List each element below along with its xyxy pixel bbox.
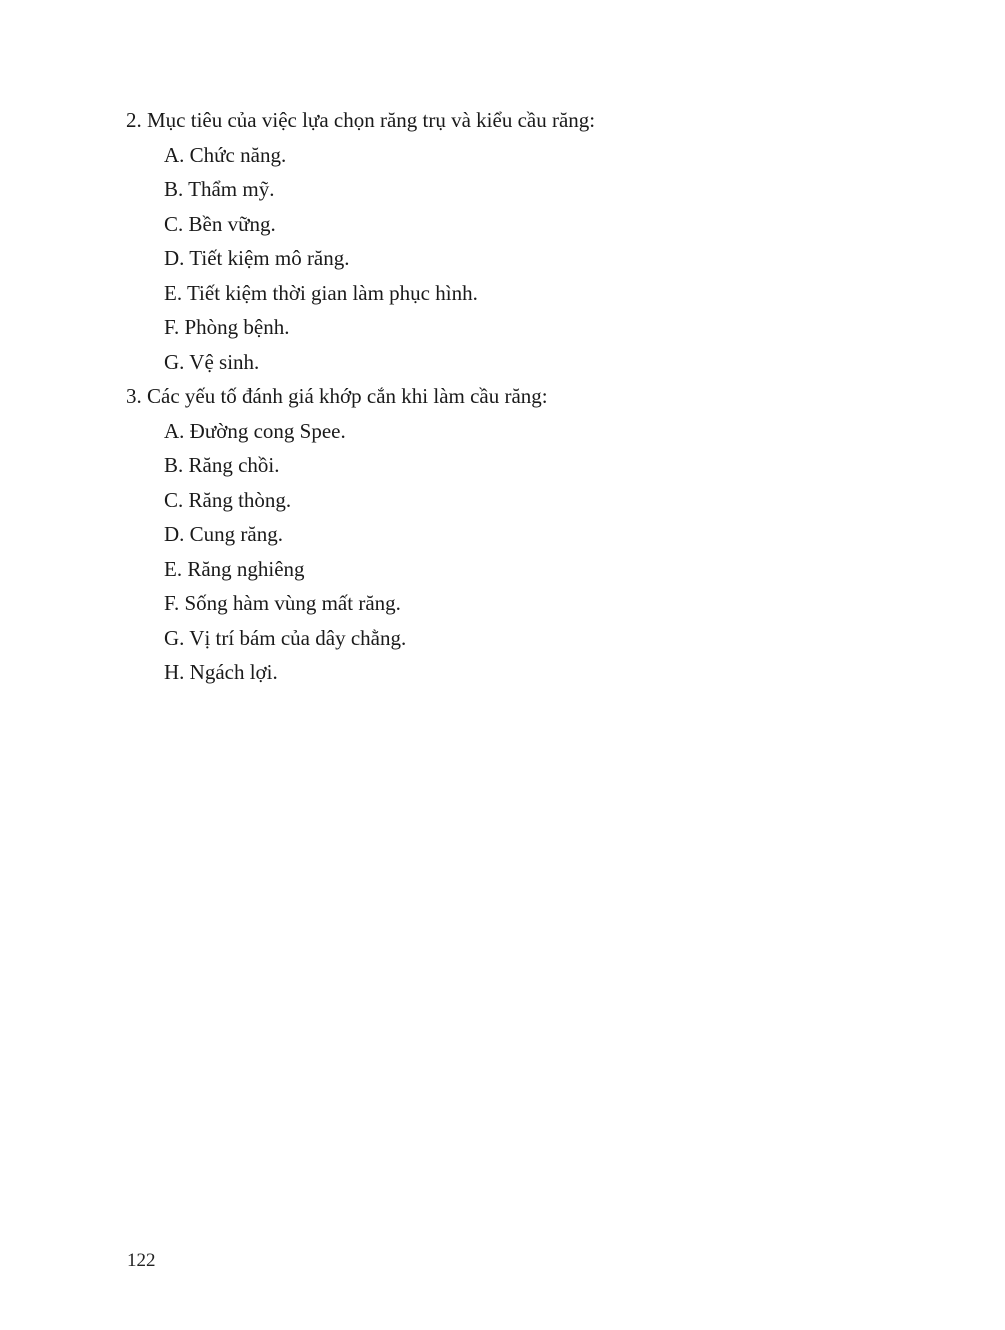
question-stem: 3. Các yếu tố đánh giá khớp cắn khi làm cầu răng: xyxy=(126,384,548,408)
option-item: A. Chức năng. xyxy=(164,142,287,167)
question-2 xyxy=(126,103,946,379)
option-item: E. Tiết kiệm thời gian làm phục hình. xyxy=(164,280,478,305)
option-item: A. Đường cong Spee. xyxy=(164,418,346,443)
option-item: F. Sống hàm vùng mất răng. xyxy=(164,591,401,615)
option-item: C. Răng thòng. xyxy=(164,487,292,512)
option-item: G. Vệ sinh. xyxy=(164,349,260,374)
page-number: 122 xyxy=(127,1250,156,1271)
option-list xyxy=(126,138,946,380)
option-item: H. Ngách lợi. xyxy=(164,660,278,684)
option-item: F. Phòng bệnh. xyxy=(164,315,290,339)
option-list xyxy=(126,414,946,690)
option-item: B. Răng chồi. xyxy=(164,453,280,477)
option-item: E. Răng nghiêng xyxy=(164,556,305,581)
option-item: D. Cung răng. xyxy=(164,522,283,546)
option-item: D. Tiết kiệm mô răng. xyxy=(164,246,350,270)
option-item: B. Thẩm mỹ. xyxy=(164,177,275,201)
question-3 xyxy=(126,379,946,690)
question-stem: 2. Mục tiêu của việc lựa chọn răng trụ và kiểu cầu răng: xyxy=(126,108,596,132)
option-item: C. Bền vững. xyxy=(164,211,276,236)
option-item: G. Vị trí bám của dây chằng. xyxy=(164,625,407,650)
